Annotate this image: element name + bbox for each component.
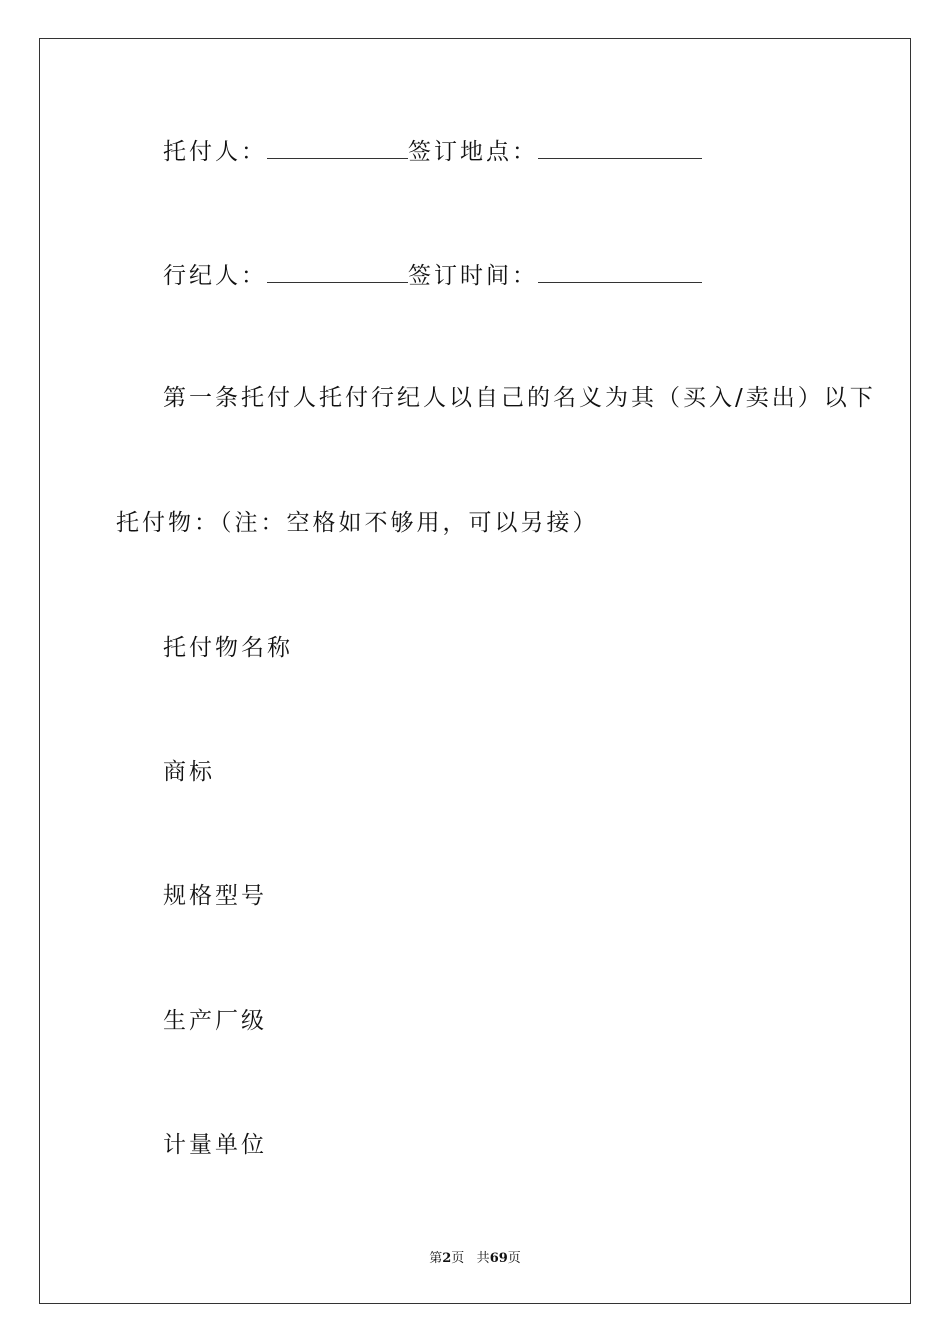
article-one-text: 第一条托付人托付行纪人以自己的名义为其（买入/卖出）以下 <box>163 385 876 411</box>
consignor-blank[interactable] <box>267 136 408 159</box>
item-unit-label: 计量单位 <box>163 1132 267 1158</box>
broker-line <box>163 260 702 291</box>
footer-page-number: 2 <box>442 1251 452 1266</box>
consignor-label: 托付人： <box>163 139 267 165</box>
footer-total-pages: 69 <box>489 1251 508 1266</box>
consignor-line <box>163 136 702 167</box>
footer-page-suffix: 页 <box>451 1251 465 1266</box>
item-trademark-label: 商标 <box>163 759 215 785</box>
sign-time-blank[interactable] <box>538 260 702 283</box>
sign-place-label: 签订地点： <box>408 139 538 165</box>
page-footer <box>0 1247 950 1266</box>
broker-label: 行纪人： <box>163 263 267 289</box>
page-border <box>39 38 911 1304</box>
item-manufacturer-label: 生产厂级 <box>163 1008 267 1034</box>
footer-page-prefix: 第 <box>429 1251 443 1266</box>
footer-total-prefix: 共 <box>476 1251 490 1266</box>
sign-time-label: 签订时间： <box>408 263 538 289</box>
footer-total-suffix: 页 <box>507 1251 521 1266</box>
broker-blank[interactable] <box>267 260 408 283</box>
sign-place-blank[interactable] <box>538 136 702 159</box>
article-one-continued: 托付物：（注：空格如不够用，可以另接） <box>116 510 599 536</box>
item-name-label: 托付物名称 <box>163 635 293 661</box>
item-model-label: 规格型号 <box>163 883 267 909</box>
